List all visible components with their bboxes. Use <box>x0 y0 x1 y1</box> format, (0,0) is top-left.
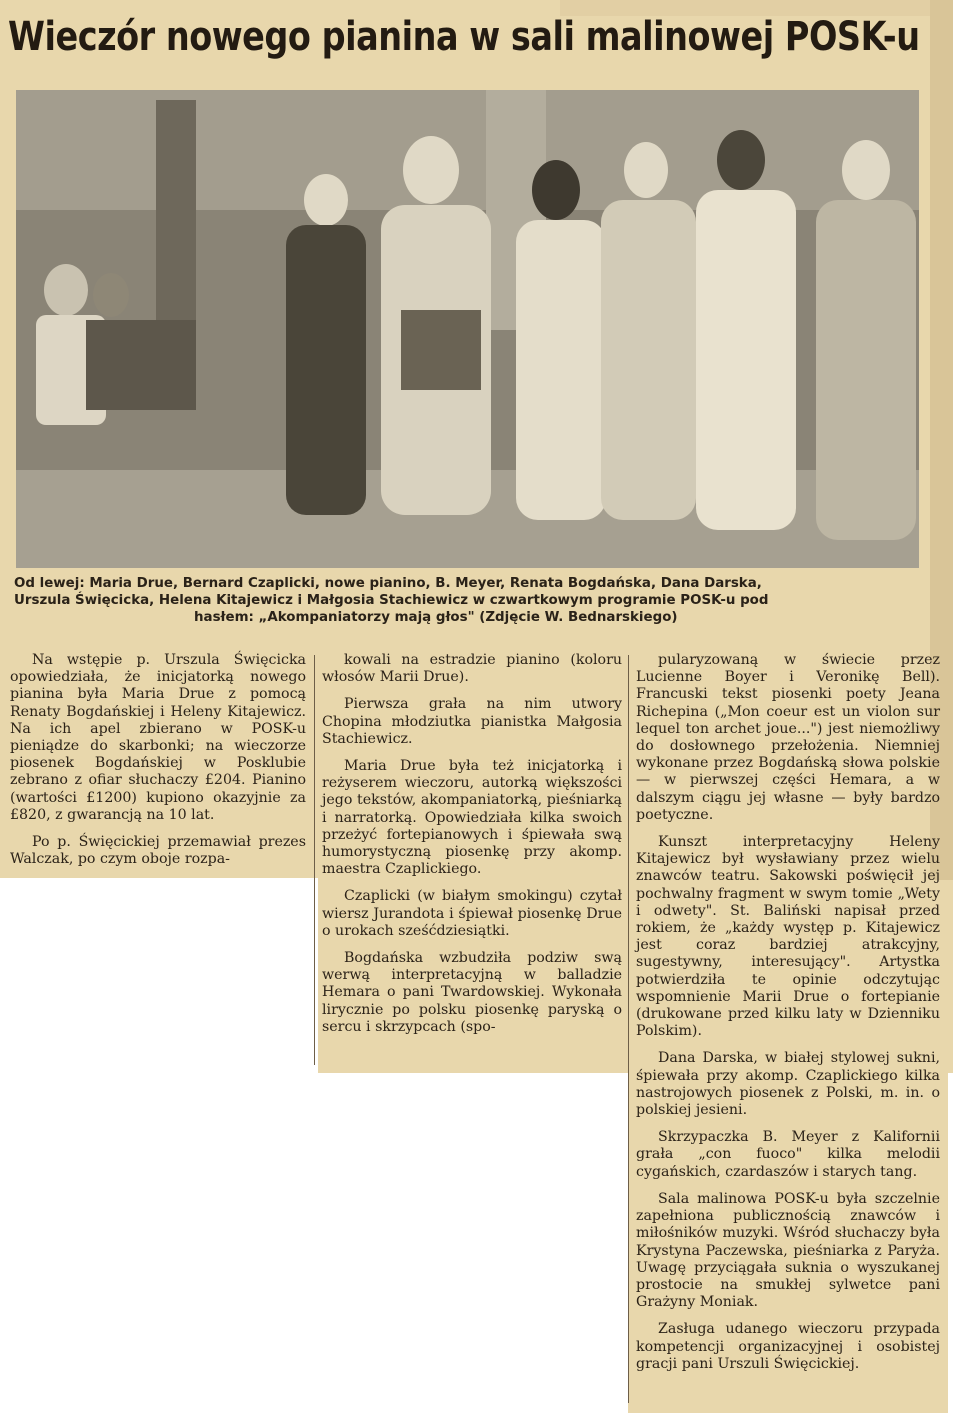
caption-line: hasłem: „Akompaniatorzy mają głos" (Zdjęcie W. Bednarskiego) <box>194 610 678 625</box>
paragraph: Maria Drue była też inicjatorką i reżyserem wieczoru, autorką większości jego tekstów, akompaniatorką, pieśniarką i narratorką. Opowiedziała kilka swoich przeżyć fortepianowych i śpiewała swą humorystyczną piosenkę przy akomp. maestra Czaplickiego. <box>322 758 622 878</box>
paragraph: Zasługa udanego wieczoru przypada kompetencji organizacyjnej i osobistej gracji pani Urszuli Święcickiej. <box>636 1321 940 1372</box>
caption-line: Urszula Święcicka, Helena Kitajewicz i Małgosia Stachiewicz w czwartkowym programie POSK-u pod <box>14 593 769 608</box>
paragraph: Bogdańska wzbudziła podziw swą werwą interpretacyjną w balladzie Hemara o pani Twardowskiej. Wykonała lirycznie po polsku piosenkę paryską o sercu i skrzypcach (spo- <box>322 950 622 1035</box>
group-photo-illustration <box>16 90 919 568</box>
paragraph: Sala malinowa POSK-u była szczelnie zapełniona publicznością znawców i miłośników muzyki. Wśród słuchaczy była Krystyna Paczewska, pieśniarka z Paryża. Uwagę przyciągała suknia o wyszukanej prostocie na smukłej sylwetce pani Grażyny Moniak. <box>636 1190 940 1311</box>
paragraph: Po p. Święcickiej przemawiał prezes Walczak, po czym oboje rozpa- <box>10 834 306 868</box>
paragraph: Skrzypaczka B. Meyer z Kalifornii grała „con fuoco" kilka melodii cygańskich, czardaszów i starych tang. <box>636 1129 940 1180</box>
paragraph: pularyzowaną w świecie przez Lucienne Boyer i Veronikę Bell). Francuski tekst piosenki poety Jeana Richepina („Mon coeur est un violon sur lequel ton archet joue...") jest niemożliwy do dosłownego przełożenia. Niemniej wykonane przez Bogdańską słowa polskie — w pierwszej części Hemara, a w dalszym ciągu jej własne — były bardzo poetyczne. <box>636 652 940 823</box>
caption-line: Od lewej: Maria Drue, Bernard Czaplicki, nowe pianino, B. Meyer, Renata Bogdańska, Dana Darska, <box>14 576 762 591</box>
photo-caption <box>14 575 929 626</box>
article-column-3 <box>636 652 940 1383</box>
column-divider <box>628 655 629 1403</box>
column-divider <box>314 655 315 1065</box>
paragraph: Dana Darska, w białej stylowej sukni, śpiewała przy akomp. Czaplickiego kilka nastrojowych piosenek z Polski, m. in. o polskiej jesieni. <box>636 1050 940 1119</box>
paragraph: Czaplicki (w białym smokingu) czytał wiersz Jurandota i śpiewał piosenkę Drue o urokach sześćdziesiątki. <box>322 888 622 939</box>
paragraph: Kunszt interpretacyjny Heleny Kitajewicz był wysławiany przez wielu znawców teatru. Sakowski poświęcił jej pochwalny fragment w swym tomie „Wety i odwety". St. Baliński napisał przed rokiem, że „każdy występ p. Kitajewicz jest coraz bardziej atrakcyjny, sugestywny, interesujący". Artystka potwierdziła te opinie odczytując wspomnienie Marii Drue o fortepianie (drukowane przed kilku laty w Dzienniku Polskim). <box>636 834 940 1040</box>
group-photo <box>16 90 919 568</box>
headline: Wieczór nowego pianina w sali malinowej POSK-u <box>8 14 920 60</box>
paragraph: Na wstępie p. Urszula Święcicka opowiedziała, że inicjatorką nowego pianina była Maria Drue z pomocą Renaty Bogdańskiej i Heleny Kitajewicz. Na ich apel zbierano w POSK-u pieniądze do skarbonki; na wieczorze piosenek Bogdańskiej w Posklubie zebrano z ofiar słuchaczy £204. Pianino (wartości £1200) kupiono okazyjnie za £820, z gwarancją na 10 lat. <box>10 652 306 823</box>
article-column-1 <box>10 652 306 878</box>
paragraph: kowali na estradzie pianino (koloru włosów Marii Drue). <box>322 652 622 686</box>
article-column-2 <box>322 652 622 1046</box>
paragraph: Pierwsza grała na nim utwory Chopina młodziutka pianistka Małgosia Stachiewicz. <box>322 696 622 747</box>
